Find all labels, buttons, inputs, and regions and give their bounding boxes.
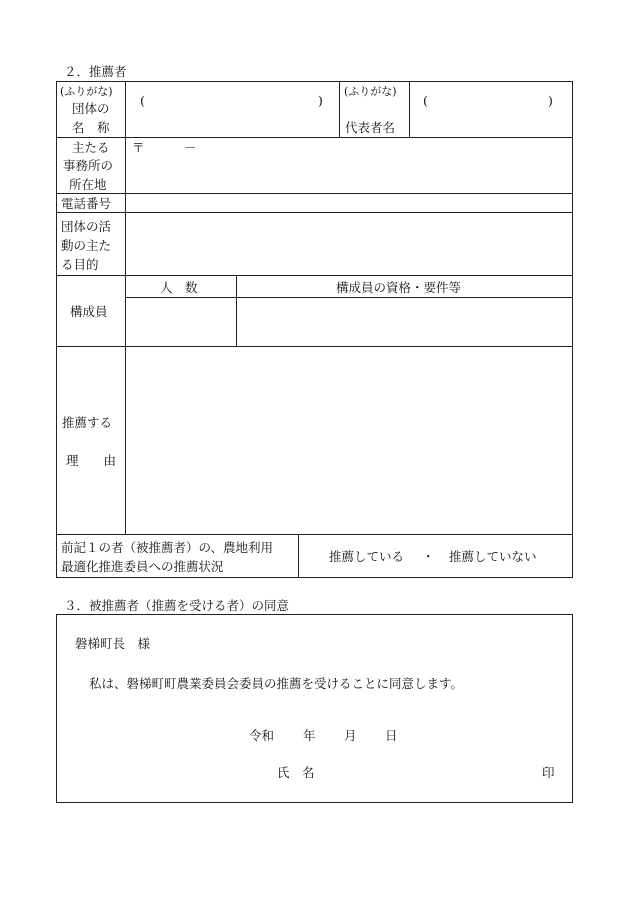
purpose-label: 団体の活 xyxy=(61,219,112,234)
column-divider xyxy=(298,534,299,578)
recommendation-status-label: 前記１の者（被推薦者）の、農地利用 xyxy=(61,540,274,555)
group-furigana-open-paren: ( xyxy=(140,93,145,108)
status-option-yes: 推薦している xyxy=(329,549,405,564)
date-month: 月 xyxy=(344,728,357,743)
date-year: 年 xyxy=(303,728,316,743)
section3-heading: ３．被推薦者（推薦を受ける者）の同意 xyxy=(64,598,290,613)
rep-furigana-close-paren: ) xyxy=(548,93,553,108)
label-column-divider xyxy=(125,81,126,534)
members-qualification-header: 構成員の資格・要件等 xyxy=(336,280,462,295)
office-label: 主たる xyxy=(72,140,110,155)
status-option-no: 推薦していない xyxy=(449,549,537,564)
date-day: 日 xyxy=(385,728,398,743)
postal-dash: － xyxy=(184,140,197,155)
postal-mark: 〒 xyxy=(132,140,145,155)
members-label: 構成員 xyxy=(70,304,108,319)
column-divider xyxy=(236,275,237,346)
seal-label: 印 xyxy=(542,765,555,780)
column-divider xyxy=(409,81,410,137)
recommendation-status-label: 最適化推進委員への推薦状況 xyxy=(61,559,224,574)
addressee: 磐梯町長 様 xyxy=(75,636,151,651)
row-divider xyxy=(56,193,573,194)
status-separator: ・ xyxy=(422,549,435,564)
phone-label: 電話番号 xyxy=(61,196,112,211)
purpose-label: る目的 xyxy=(61,257,99,272)
row-divider xyxy=(56,212,573,213)
row-divider xyxy=(125,297,573,298)
consent-text: 私は、磐梯町町農業委員会委員の推薦を受けることに同意します。 xyxy=(89,676,464,691)
group-furigana-label: (ふりがな) xyxy=(60,85,113,98)
purpose-label: 動の主た xyxy=(61,238,112,253)
rep-furigana-label: (ふりがな) xyxy=(344,85,397,98)
office-label: 所在地 xyxy=(69,177,107,192)
section2-heading: ２．推薦者 xyxy=(64,64,127,79)
column-divider xyxy=(339,81,340,137)
rep-furigana-open-paren: ( xyxy=(423,93,428,108)
row-divider xyxy=(56,346,573,347)
row-divider xyxy=(56,275,573,276)
office-label: 事務所の xyxy=(63,158,114,173)
row-divider xyxy=(56,534,573,535)
date-era: 令和 xyxy=(249,728,275,743)
name-label: 氏 名 xyxy=(277,765,315,780)
group-name-label: 団体の xyxy=(72,101,110,116)
members-count-header: 人 数 xyxy=(160,280,198,295)
reason-label: 推薦する xyxy=(62,415,113,430)
group-furigana-close-paren: ) xyxy=(318,93,323,108)
group-name-label: 名 称 xyxy=(72,120,110,135)
rep-name-label: 代表者名 xyxy=(345,120,396,135)
reason-label: 理 由 xyxy=(66,453,117,468)
